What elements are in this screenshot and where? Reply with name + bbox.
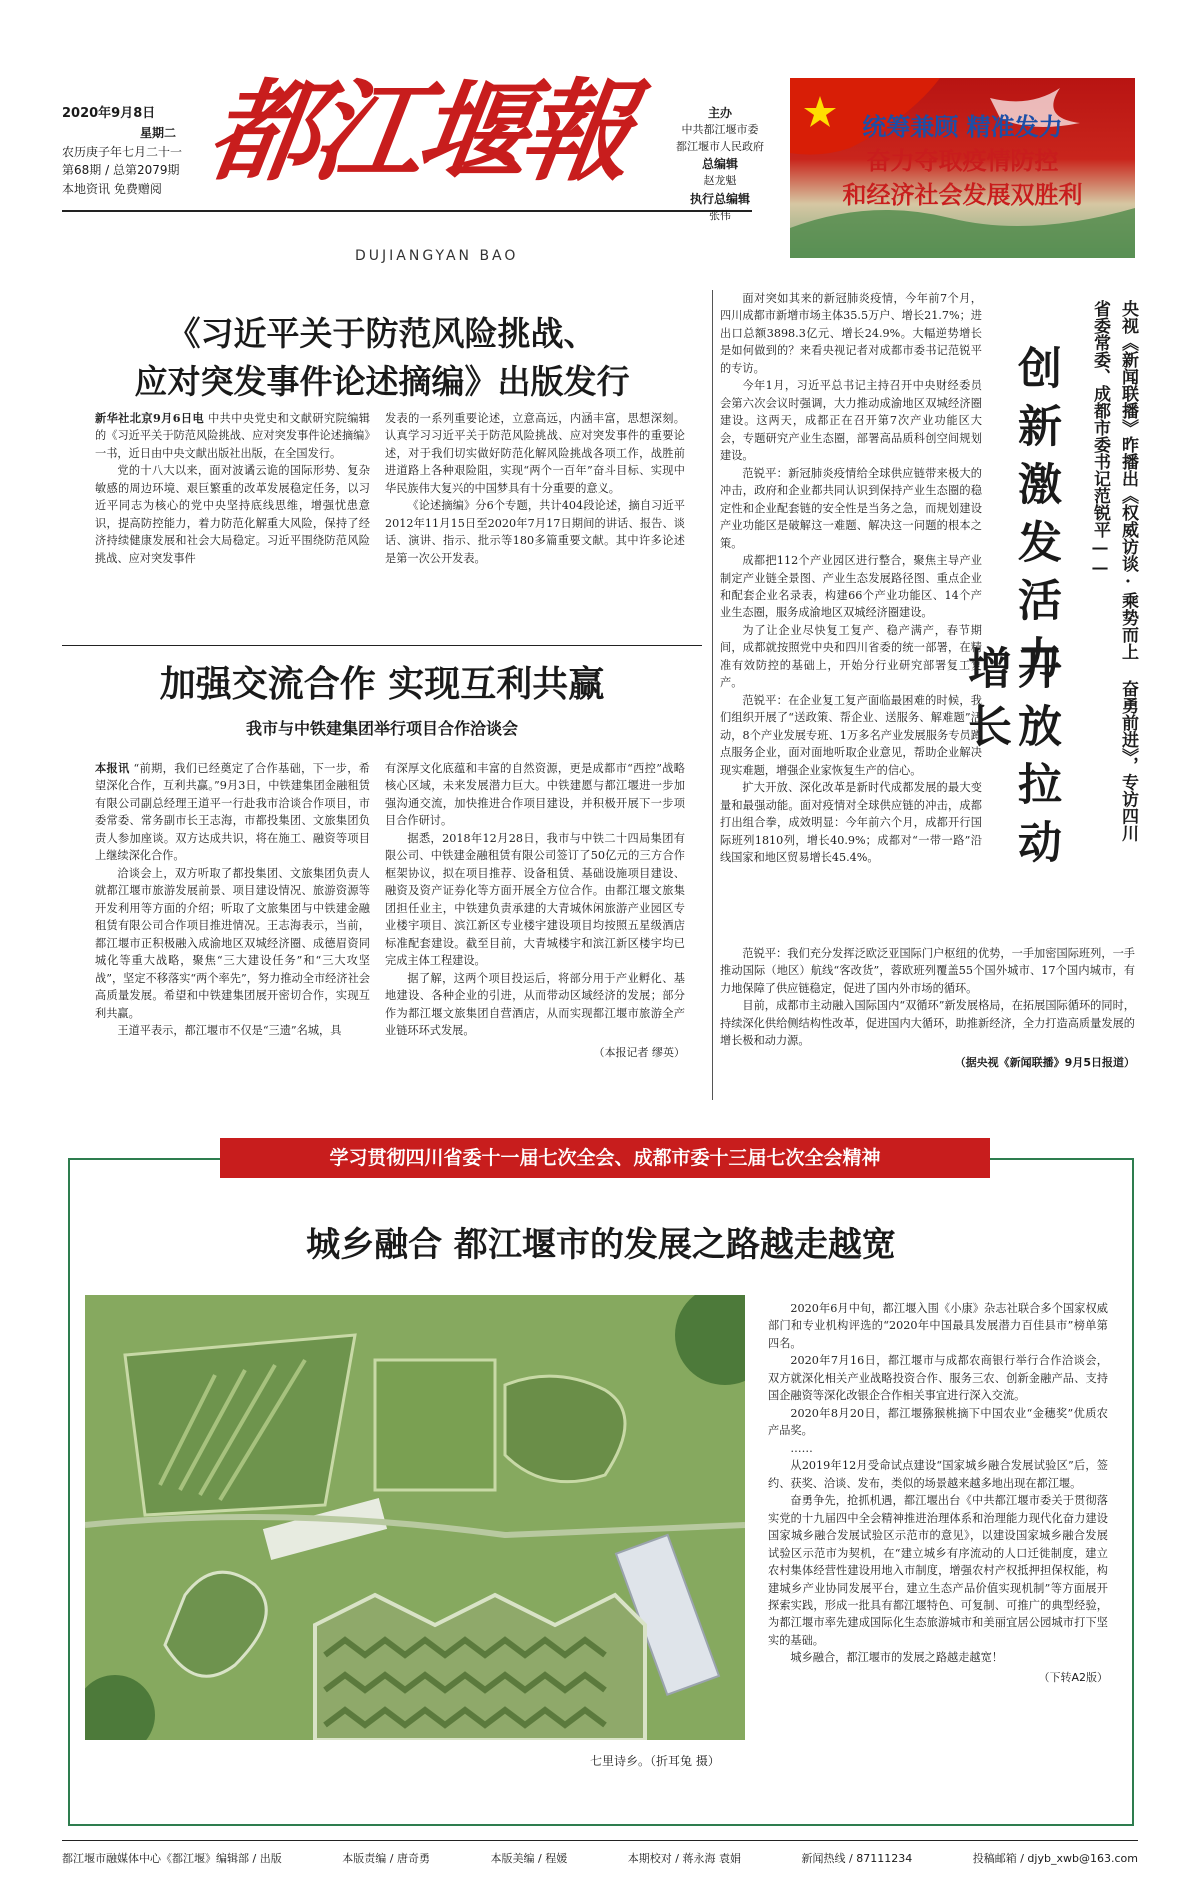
issue-weekday: 星期二 bbox=[140, 126, 177, 141]
chief-name: 赵龙魁 bbox=[703, 174, 737, 187]
feature-para4: 从2019年12月受命试点建设“国家城乡融合发展试验区”后，签约、获奖、洽谈、发布，类似的场景越来越多地出现在都江堰。 bbox=[768, 1459, 1108, 1490]
feature-para3: 2020年8月20日，都江堰猕猴桃摘下中国农业“金穗奖”优质农产品奖。 bbox=[768, 1406, 1108, 1438]
article1-divider bbox=[62, 645, 702, 646]
article1-title-line1: 《习近平关于防范风险挑战、 bbox=[167, 314, 597, 353]
feature-ellipsis: …… bbox=[790, 1441, 813, 1455]
article3-para8: 范锐平：我们充分发挥泛欧泛亚国际门户枢纽的优势，一手加密国际班列，一手推动国际（地区）航线“客改货”，蓉欧班列覆盖55个国外城市、17个国内城市，有力地保障了供应链稳定，促进了国内外市场的循环。 bbox=[720, 947, 1135, 995]
host-label: 主办 bbox=[707, 106, 732, 120]
feature-para1: 2020年6月中旬，都江堰入围《小康》杂志社联合多个国家权威部门和专业机构评选的“2020年中国最具发展潜力百佳县市”榜单第四名。 bbox=[768, 1302, 1108, 1350]
article1-para3: 发表的一系列重要论述，立意高远，内涵丰富，思想深刻。认真学习习近平关于防范风险挑战、应对突发事件的重要论述，对于我们切实做好防范化解风险挑战各项工作，战胜前进道路上各种艰险阻，实现“两个一百年”奋斗目标、实现中华民族伟大复兴的中国梦具有十分重要的意义。 bbox=[385, 412, 685, 495]
issue-number: 第68期 / 总第2079期 bbox=[62, 163, 180, 178]
slogan-banner bbox=[790, 78, 1135, 258]
article2-para2: 洽谈会上，双方听取了都投集团、文旅集团负责人就都江堰市旅游发展前景、项目建设情况、旅游资源等开发利用等方面的介绍；听取了文旅集团与中铁建金融租赁有限公司合作项目推进情况。王志海表示，当前，都江堰市正积极融入成渝地区双城经济圈、成德眉资同城化等重大战略，聚焦“三大建设任务”和“三大攻坚战”，坚定不移落实“两个率先”，努力推动全市经济社会高质量发展。希望和中铁建集团展开密切合作，实现互利共赢。 bbox=[95, 866, 370, 1020]
article2-para3: 王道平表示，都江堰市不仅是“三遗”名城，具 bbox=[117, 1024, 342, 1038]
article2-col2 bbox=[385, 760, 685, 1060]
footer-email[interactable]: 投稿邮箱 / djyb_xwb@163.com bbox=[972, 1852, 1138, 1865]
feature-title: 城乡融合 都江堰市的发展之路越走越宽 bbox=[306, 1225, 896, 1265]
distribution-note: 本地资讯 免费赠阅 bbox=[62, 181, 162, 196]
newspaper-name: 都江堰報 bbox=[201, 67, 636, 196]
exec-name: 张伟 bbox=[709, 208, 731, 222]
article2-para1: 本报讯 “前期，我们已经奠定了合作基础，下一步，希望深化合作，互利共赢。”9月3日，中铁建集团金融租赁有限公司副总经理王道平一行赴我市洽谈合作项目，市委常委、常务副市长王志海，市都投集团、文旅集团负责人参加座谈。双方达成共识，将在施工、融资等项目上继续深化合作。 bbox=[95, 761, 370, 863]
host-line-2: 都江堰市人民政府 bbox=[676, 139, 764, 153]
feature-tag: 学习贯彻四川省委十一届七次全会、成都市委十三届七次全会精神 bbox=[220, 1138, 990, 1178]
footer-designer: 本版美编 / 程媛 bbox=[490, 1852, 568, 1865]
article1-para2: 党的十八大以来，面对波谲云诡的国际形势、复杂敏感的周边环境、艰巨繁重的改革发展稳定任务，以习近平同志为核心的党中央坚持底线思维，增强忧患意识，提高防控能力，着力防范化解重大风险，保持了经济持续健康发展和社会大局稳定。习近平围绕防范风险挑战、应对突发事件 bbox=[95, 464, 370, 565]
lunar-date: 农历庚子年七月二十一 bbox=[62, 144, 183, 159]
article2-para4: 有深厚文化底蕴和丰富的自然资源，更是成都市“西控”战略核心区域，未来发展潜力巨大。中铁建愿与都江堰进一步加强沟通交流，加快推进合作项目建设，并积极开展下一步项目合作研讨。 bbox=[385, 762, 685, 828]
issue-date: 2020年9月8日 bbox=[62, 106, 156, 121]
article1-para4: 《论述摘编》分6个专题，共计404段论述，摘自习近平2012年11月15日至2020年7月17日期间的讲话、报告、谈话、演讲、指示、批示等180多篇重要文献。其中许多论述是第一次公开发表。 bbox=[385, 499, 685, 565]
article3-title-b: 开放拉动增长 bbox=[960, 645, 1061, 877]
masthead-staff bbox=[660, 104, 780, 224]
feature-para5: 奋勇争先，抢抓机遇，都江堰出台《中共都江堰市委关于贯彻落实党的十九届四中全会精神推进治理体系和治理能力现代化奋力建设国家城乡融合发展试验区示范市的意见》，以建设国家城乡融合发展试验区示范市为契机，在“建立城乡有序流动的人口迁徙制度，建立农村集体经营性建设用地入市制度，增强农村产权抵押担保权能，构建城乡产业协同发展平台，建立生态产品价值实现机制”等方面展开探索实践，形成一批具有都江堰特色、可复制、可推广的典型经验，为都江堰市率先建成国际化生态旅游城市和美丽宜居公园城市打下坚实的基础。 bbox=[768, 1494, 1108, 1647]
article3-para5: 为了让企业尽快复工复产、稳产满产，春节期间，成都就按照党中央和四川省委的统一部署，在精准有效防控的基础上，开始分行业研究部署复工复产。 bbox=[720, 623, 982, 690]
newspaper-logo bbox=[201, 62, 680, 212]
article1-col2 bbox=[385, 410, 685, 567]
article1-para1: 新华社北京9月6日电 中共中央党史和文献研究院编辑的《习近平关于防范风险挑战、应对突发事件论述摘编》一书，近日由中央文献出版社出版，在全国发行。 bbox=[95, 411, 370, 460]
article3-para1: 面对突如其来的新冠肺炎疫情，今年前7个月，四川成都市新增市场主体35.5万户、增长21.7%；进出口总额3898.3亿元、增长24.9%。大幅逆势增长是如何做到的？来看央视记者对成都市委书记范锐平的专访。 bbox=[720, 292, 982, 375]
photo-caption: 七里诗乡。（折耳兔 摄） bbox=[590, 1754, 720, 1768]
newspaper-pinyin: DUJIANGYAN BAO bbox=[355, 248, 519, 264]
article3-para3: 范锐平：新冠肺炎疫情给全球供应链带来极大的冲击，政府和企业都共同认识到保持产业生态圈的稳定性和企业配套链的安全性是当务之急，而规划建设产业功能区是破解这一难题、解决这一问题的根本之策。 bbox=[720, 466, 982, 550]
banner-line-2: 奋力夺取疫情防控 bbox=[866, 146, 1059, 175]
feature-para6: 城乡融合，都江堰市的发展之路越走越宽！ bbox=[790, 1651, 1003, 1665]
article2-subtitle: 我市与中铁建集团举行项目合作洽谈会 bbox=[245, 719, 518, 738]
feature-para2: 2020年7月16日，都江堰市与成都农商银行举行合作洽谈会，双方就深化相关产业战略投资合作、服务三农、创新金融产品、支持国企融资等深化改银企合作相关事宜进行深入交流。 bbox=[768, 1354, 1108, 1403]
article3-headline bbox=[960, 345, 1061, 915]
article3-source: （据央视《新闻联播》9月5日报道） bbox=[954, 1055, 1135, 1069]
exec-label: 执行总编辑 bbox=[689, 191, 750, 206]
banner-line-1: 统筹兼顾 精准发力 bbox=[862, 112, 1063, 141]
footer-editor: 本版责编 / 唐奇勇 bbox=[342, 1852, 430, 1865]
article2-para6: 据了解，这两个项目投运后，将部分用于产业孵化、基地建设、各种企业的引进，从而带动区域经济的发展；部分作为都江堰文旅集团自营酒店，从而实现都江堰市旅游全产业链环环式发展。 bbox=[385, 971, 685, 1038]
article3-body-bottom bbox=[720, 945, 1135, 1070]
feature-continued: （下转A2版） bbox=[1038, 1670, 1108, 1684]
article3-title-a: 创新激发活力 bbox=[1010, 345, 1061, 693]
article2-para5: 据悉，2018年12月28日，我市与中铁二十四局集团有限公司、中铁建金融租赁有限公司签订了50亿元的三方合作框架协议，拟在项目推荐、设备租赁、基础设施项目建设、融资及资产证券化等方面开展全方位合作。由都江堰文旅集团担任业主，中铁建负责承建的大青城休闲旅游产业园区专业楼宇项目、滨江新区专业楼宇建设项目均按照五星级酒店标准配套建设。截至目前，大青城楼宇和滨江新区楼宇均已完成主体工程建设。 bbox=[385, 831, 685, 968]
article3-para6: 范锐平：在企业复工复产面临最困难的时候，我们组织开展了“送政策、帮企业、送服务、解难题”活动，8个产业发展专班、1万多名产业发展服务专员蹲点服务企业，面对面地听取企业意见，帮助企业解决现实难题，增强企业家恢复生产的信心。 bbox=[720, 693, 982, 777]
article2-dateline: 本报讯 bbox=[95, 761, 130, 775]
host-line-1: 中共都江堰市委 bbox=[681, 123, 759, 136]
footer-hotline: 新闻热线 / 87111234 bbox=[801, 1852, 913, 1865]
article3-kicker-b: 省委常委、成都市委书记范锐平—— bbox=[1090, 300, 1110, 578]
footer-proofreader: 本期校对 / 蒋永海 袁娟 bbox=[627, 1852, 741, 1865]
masthead-rule bbox=[62, 210, 752, 212]
footer-publisher: 都江堰市融媒体中心《都江堰》编辑部 / 出版 bbox=[62, 1852, 282, 1865]
aerial-photo bbox=[85, 1295, 745, 1740]
article2-byline: （本报记者 缪英） bbox=[593, 1045, 685, 1059]
article1-title-line2: 应对突发事件论述摘编》出版发行 bbox=[134, 362, 630, 401]
banner-line-3: 和经济社会发展双胜利 bbox=[842, 180, 1083, 209]
article2-title: 加强交流合作 实现互利共赢 bbox=[159, 663, 605, 705]
article1-dateline: 新华社北京9月6日电 bbox=[95, 411, 205, 425]
article3-para9: 目前，成都市主动融入国际国内“双循环”新发展格局，在拓展国际循环的同时，持续深化供给侧结构性改革，促进国内大循环，助推新经济，全力打造高质量发展的增长极和动力源。 bbox=[720, 999, 1135, 1048]
article1-col1 bbox=[95, 410, 370, 567]
article3-kicker bbox=[1060, 300, 1140, 960]
masthead-date-block bbox=[62, 104, 212, 199]
article3-body-top bbox=[720, 290, 982, 866]
article1-title bbox=[62, 310, 702, 406]
rice-field-art bbox=[85, 1295, 745, 1740]
article2-col1 bbox=[95, 760, 370, 1040]
article3-kicker-a: 央视《新闻联播》昨播出《权威访谈·乘势而上 奋勇前进》，专访四川 bbox=[1118, 300, 1138, 842]
footer bbox=[62, 1850, 1138, 1866]
article3-para7: 扩大开放、深化改革是新时代成都发展的最大变量和最强动能。面对疫情对全球供应链的冲击，成都打出组合拳，成效明显：今年前六个月，成都开行国际班列1810列，增长40.9%；成都对“一带一路”沿线国家和地区贸易增长45.4%。 bbox=[720, 781, 982, 864]
chief-label: 总编辑 bbox=[701, 157, 738, 171]
footer-rule bbox=[62, 1840, 1138, 1841]
article3-para4: 成都把112个产业园区进行整合，聚焦主导产业制定产业链全景图、产业生态发展路径图、重点企业和配套企业名录表，构建66个产业功能区、14个产业生态圈，服务成渝地区双城经济圈建设。 bbox=[720, 554, 982, 620]
column-divider bbox=[712, 290, 713, 1100]
article3-para2: 今年1月，习近平总书记主持召开中央财经委员会第六次会议时强调，大力推动成渝地区双城经济圈建设。这两天，成都正在召开第7次产业功能区大会，专题研究产业生态圈，部署高品质科创空间规划建设。 bbox=[720, 379, 982, 463]
feature-body bbox=[768, 1300, 1108, 1685]
